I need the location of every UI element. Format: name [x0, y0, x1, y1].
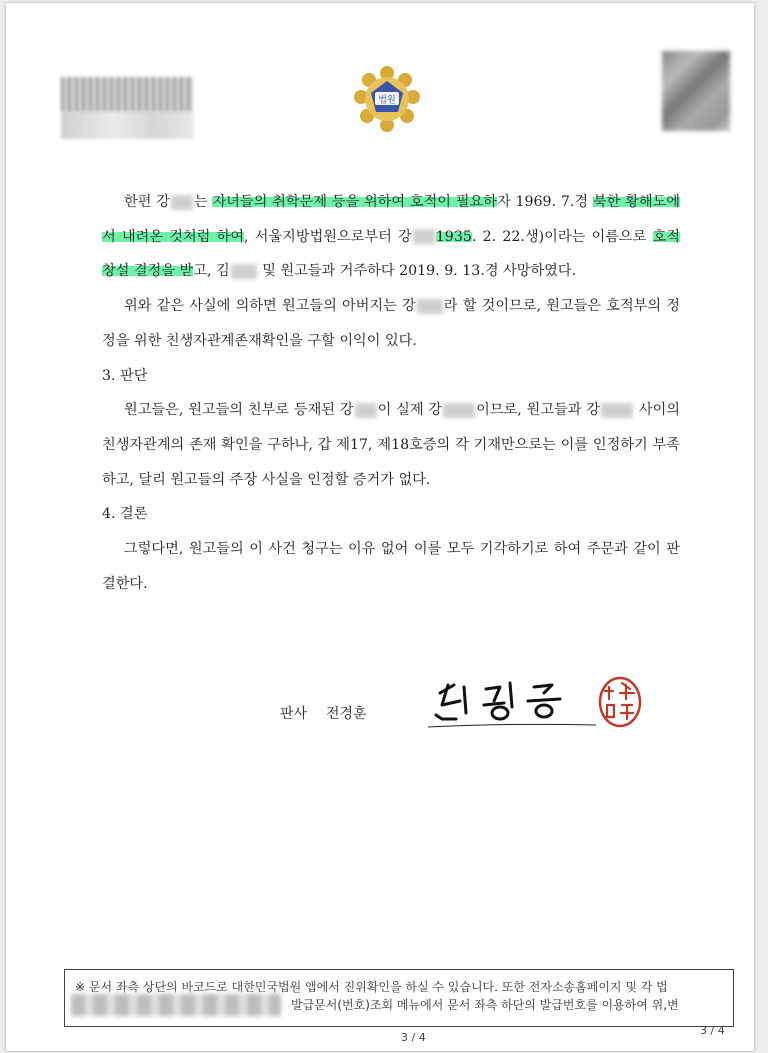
section-heading: 3. 판단 — [102, 367, 148, 384]
text-segment: 자 1969. 7.경 — [496, 194, 593, 210]
redacted-name — [171, 195, 193, 210]
footer-line-1: ※ 문서 좌측 상단의 바코드로 대한민국법원 앱에서 진위확인을 하실 수 있습니다. 또한 전자소송홈페이지 및 각 법 — [75, 980, 668, 994]
text-segment: 그렇다면, 원고들의 이 사건 청구는 이유 없어 이를 모두 기각하기로 하여 주문과 같이 판결한다. — [102, 541, 680, 592]
text-segment: 사이의 친생자관계의 존재 확인을 구하나, 갑 제17, 제18호증의 각 기재만으로는 이를 인정하기 부족하고, 달리 원고들의 주장 사실을 인정할 증거가 없다. — [102, 402, 680, 488]
text-segment: 원고들은, 원고들의 친부로 등재된 강 — [124, 402, 354, 419]
text-segment: 이 실제 강 — [377, 402, 443, 419]
footer-notice — [64, 969, 734, 1027]
page-number: 3 / 4 — [401, 1031, 426, 1044]
judge-seal-stamp — [594, 671, 646, 733]
court-emblem-icon — [352, 61, 422, 133]
highlighted-text: 북한 황해도에서 내려온 것처럼 하여 — [102, 194, 680, 245]
redacted-name — [417, 299, 443, 314]
redacted-name — [413, 229, 435, 244]
handwritten-signature — [420, 671, 600, 733]
judge-title: 판사 — [280, 706, 308, 722]
text-segment: 라 할 것이므로, 원고들은 호적부의 정정을 위한 친생자관계존재확인을 구할 이익이 있다. — [102, 298, 680, 349]
document-body — [102, 185, 680, 601]
highlighted-text: 호적 창설 결정을 받 — [102, 228, 680, 280]
redacted-name — [443, 403, 475, 418]
barcode-redacted — [61, 77, 193, 139]
section-heading: 4. 결론 — [102, 506, 148, 523]
highlighted-text: 자녀들의 취학문제 등을 위하여 호적이 필요하 — [212, 194, 497, 210]
text-segment: 및 원고들과 거주하다 2019. 9. 13.경 사망하였다. — [257, 263, 577, 280]
highlighted-text: 1935 — [435, 228, 472, 245]
text-segment: 위와 같은 사실에 의하면 원고들의 아버지는 강 — [124, 298, 416, 315]
viewer-page-indicator: 3 / 4 — [700, 1024, 725, 1037]
qr-code-redacted — [662, 51, 730, 131]
footer-line-2: 발급문서(번호)조회 메뉴에서 문서 좌측 하단의 발급번호를 이용하여 위,변 — [291, 998, 679, 1012]
text-segment: 는 — [193, 194, 213, 210]
redacted-name — [601, 403, 633, 418]
body-paragraph — [102, 393, 680, 497]
emblem-label: 법원 — [378, 95, 396, 106]
issue-number-redacted — [71, 994, 281, 1016]
text-segment: . 2. 22.생)이라는 이름으로 — [471, 228, 653, 245]
body-paragraph — [102, 185, 680, 289]
body-paragraph — [102, 289, 680, 358]
document-page — [6, 3, 754, 1051]
text-segment: , 서울지방법원으로부터 강 — [244, 228, 412, 245]
redacted-name — [231, 264, 257, 279]
text-segment: 고, 김 — [193, 263, 230, 280]
judge-name: 전경훈 — [326, 706, 367, 722]
redacted-name — [355, 403, 377, 418]
body-paragraph — [102, 532, 680, 601]
text-segment: 한편 강 — [124, 194, 170, 210]
text-segment: 이므로, 원고들과 강 — [476, 402, 601, 419]
